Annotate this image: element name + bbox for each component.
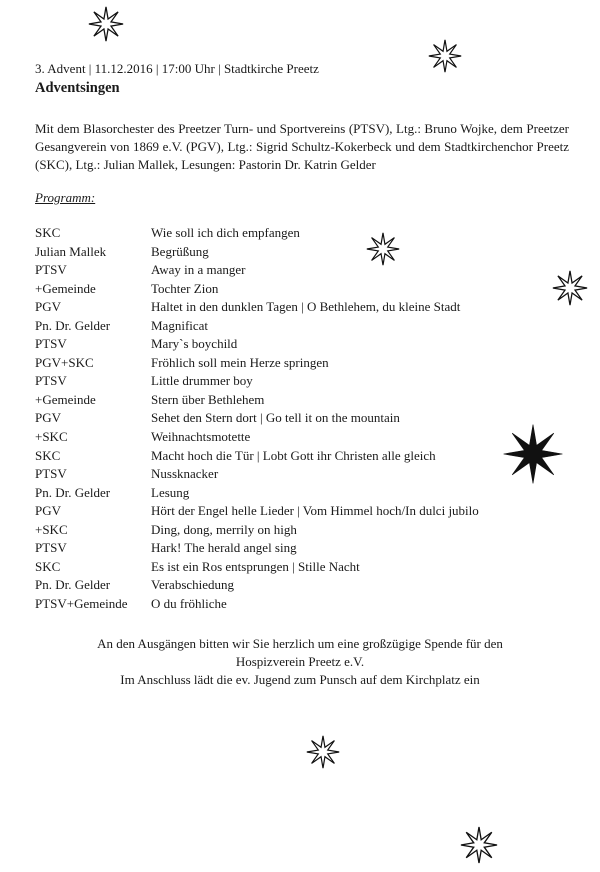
star-icon	[502, 423, 564, 485]
program-performer: PTSV+Gemeinde	[35, 595, 128, 611]
page-title: Adventsingen	[35, 80, 120, 96]
program-row	[35, 484, 479, 503]
program-piece: Hört der Engel helle Lieder | Vom Himmel hoch/In dulci jubilo	[151, 503, 479, 519]
program-row	[35, 558, 479, 577]
star-icon	[88, 6, 124, 42]
program-row	[35, 465, 479, 484]
closing-text	[0, 635, 600, 689]
program-row	[35, 447, 479, 466]
program-performer: Pn. Dr. Gelder	[35, 484, 111, 500]
program-performer: SKC	[35, 558, 61, 574]
program-performer: PTSV	[35, 262, 67, 278]
program-row	[35, 539, 479, 558]
event-info-line: 3. Advent | 11.12.2016 | 17:00 Uhr | Stadtkirche Preetz	[35, 61, 319, 76]
program-piece: O du fröhliche	[151, 595, 227, 611]
program-row	[35, 409, 479, 428]
program-performer: Julian Mallek	[35, 243, 107, 259]
program-performer: PGV+SKC	[35, 354, 94, 370]
program-performer: PTSV	[35, 540, 67, 556]
program-piece: Macht hoch die Tür | Lobt Gott ihr Christen alle gleich	[151, 447, 436, 463]
closing-line: Hospizverein Preetz e.V.	[235, 654, 365, 669]
program-performer: PGV	[35, 299, 62, 315]
program-row	[35, 317, 479, 336]
program-piece: Tochter Zion	[151, 280, 219, 296]
closing-line: An den Ausgängen bitten wir Sie herzlich um eine großzügige Spende für den	[97, 636, 503, 651]
program-row	[35, 261, 479, 280]
program-piece: Fröhlich soll mein Herze springen	[151, 354, 329, 370]
program-piece: Haltet in den dunklen Tagen | O Bethlehem, du kleine Stadt	[151, 299, 461, 315]
program-piece: Little drummer boy	[151, 373, 253, 389]
program-piece: Es ist ein Ros entsprungen | Stille Nacht	[151, 558, 360, 574]
star-icon	[460, 826, 498, 864]
program-piece: Lesung	[151, 484, 190, 500]
program-piece: Verabschiedung	[151, 577, 235, 593]
program-performer: PGV	[35, 410, 62, 426]
program-performer: +Gemeinde	[35, 280, 96, 296]
program-piece: Hark! The herald angel sing	[151, 540, 297, 556]
program-piece: Weihnachtsmotette	[151, 429, 251, 445]
closing-line: Im Anschluss lädt die ev. Jugend zum Punsch auf dem Kirchplatz ein	[120, 672, 480, 687]
program-piece: Ding, dong, merrily on high	[151, 521, 297, 537]
program-row	[35, 224, 479, 243]
program-row	[35, 595, 479, 614]
program-piece: Stern über Bethlehem	[151, 391, 265, 407]
program-row	[35, 502, 479, 521]
program-row	[35, 576, 479, 595]
program-piece: Begrüßung	[151, 243, 209, 259]
program-row	[35, 428, 479, 447]
program-piece: Sehet den Stern dort | Go tell it on the mountain	[151, 410, 400, 426]
program-performer: +Gemeinde	[35, 391, 96, 407]
program-row	[35, 243, 479, 262]
program-list	[35, 224, 479, 613]
program-performer: Pn. Dr. Gelder	[35, 577, 111, 593]
program-piece: Mary`s boychild	[151, 336, 238, 352]
program-performer: +SKC	[35, 521, 68, 537]
star-icon	[306, 735, 340, 769]
star-icon	[428, 39, 462, 73]
program-piece: Magnificat	[151, 317, 209, 333]
program-row	[35, 372, 479, 391]
program-performer: SKC	[35, 447, 61, 463]
program-row	[35, 521, 479, 540]
star-icon	[552, 270, 588, 306]
program-performer: PTSV	[35, 336, 67, 352]
program-row	[35, 391, 479, 410]
program-row	[35, 354, 479, 373]
program-performer: +SKC	[35, 429, 68, 445]
program-performer: Pn. Dr. Gelder	[35, 317, 111, 333]
program-heading: Programm:	[35, 190, 96, 205]
program-row	[35, 280, 479, 299]
program-performer: SKC	[35, 225, 61, 240]
program-piece: Wie soll ich dich empfangen	[151, 225, 300, 240]
program-piece: Nussknacker	[151, 466, 219, 482]
program-row	[35, 335, 479, 354]
program-piece: Away in a manger	[151, 262, 246, 278]
intro-paragraph: Mit dem Blasorchester des Preetzer Turn- und Sportvereins (PTSV), Ltg.: Bruno Wojke, dem Preetzer Gesangverein von 1869 e.V. (PGV), Ltg.: Sigrid Schultz-Kokerbeck und dem Stadtkirchenchor Preetz (SKC), Ltg.: Julian Mallek, Lesungen: Pastorin Dr. Katrin Gelder	[35, 121, 569, 172]
program-performer: PGV	[35, 503, 62, 519]
program-row	[35, 298, 479, 317]
program-performer: PTSV	[35, 373, 67, 389]
program-performer: PTSV	[35, 466, 67, 482]
